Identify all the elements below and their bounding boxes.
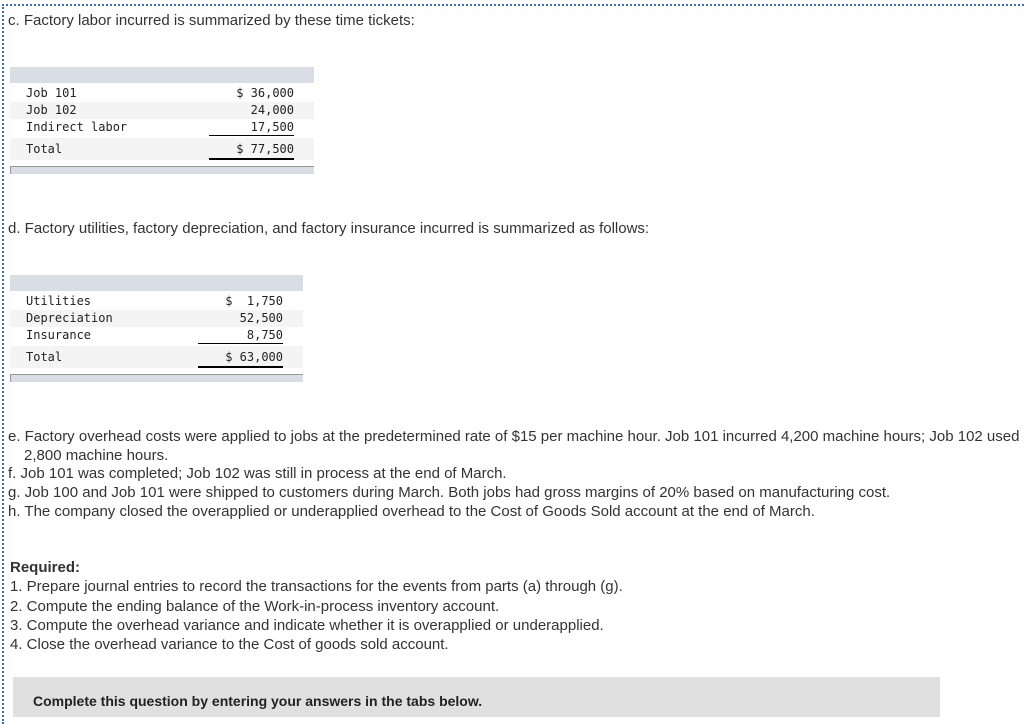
- required-heading: Required:: [10, 559, 81, 576]
- table-scrollbar[interactable]: [10, 374, 303, 382]
- table-row: [10, 310, 303, 327]
- total-row: [10, 346, 303, 368]
- table-scrollbar[interactable]: [10, 166, 314, 174]
- answer-tabs-panel: [13, 677, 940, 717]
- row-label: Utilities: [26, 294, 92, 308]
- row-amount: 8,750: [198, 327, 283, 344]
- row-amount: $ 36,000: [236, 86, 294, 100]
- table-row: [10, 102, 314, 119]
- table-row: [10, 119, 314, 136]
- required-item: 4. Close the overhead variance to the Cost of goods sold account.: [10, 636, 449, 653]
- row-label: Indirect labor: [26, 120, 128, 134]
- row-amount: 17,500: [209, 119, 294, 136]
- total-amount: $ 63,000: [198, 346, 283, 368]
- part-c-intro: c. Factory labor incurred is summarized by these time tickets:: [8, 12, 415, 29]
- event-g: g. Job 100 and Job 101 were shipped to customers during March. Both jobs had gross margins of 20% based on manufacturing cost.: [8, 484, 891, 501]
- event-e: e. Factory overhead costs were applied to jobs at the predetermined rate of $15 per machine hour. Job 101 incurred 4,200 machine hours; Job 102 used 2,800 machine hours.: [8, 428, 1020, 464]
- row-label: Job 101: [26, 86, 77, 100]
- table-row: [10, 293, 303, 310]
- required-item: 1. Prepare journal entries to record the transactions for the events from parts (a) through (g).: [10, 578, 623, 595]
- event-f: f. Job 101 was completed; Job 102 was still in process at the end of March.: [8, 465, 507, 482]
- row-label: Job 102: [26, 103, 77, 117]
- required-item: 3. Compute the overhead variance and indicate whether it is overapplied or underapplied.: [10, 617, 604, 634]
- overhead-table: [10, 275, 303, 382]
- total-label: Total: [26, 350, 63, 364]
- instructions-text: Complete this question by entering your answers in the tabs below.: [33, 693, 483, 709]
- total-row: [10, 138, 314, 160]
- row-label: Insurance: [26, 328, 92, 342]
- table-header: [10, 275, 303, 291]
- part-d-intro: d. Factory utilities, factory depreciation, and factory insurance incurred is summarized as follows:: [8, 220, 650, 237]
- row-amount: 52,500: [239, 311, 283, 325]
- row-label: Depreciation: [26, 311, 113, 325]
- total-amount: $ 77,500: [209, 138, 294, 160]
- row-amount: $ 1,750: [225, 294, 283, 308]
- table-header: [10, 67, 314, 83]
- table-row: [10, 327, 303, 344]
- labor-table: [10, 67, 314, 174]
- table-row: [10, 85, 314, 102]
- total-label: Total: [26, 142, 63, 156]
- event-h: h. The company closed the overapplied or underapplied overhead to the Cost of Goods Sold account at the end of March.: [8, 503, 815, 520]
- row-amount: 24,000: [250, 103, 294, 117]
- required-item: 2. Compute the ending balance of the Work-in-process inventory account.: [10, 598, 500, 615]
